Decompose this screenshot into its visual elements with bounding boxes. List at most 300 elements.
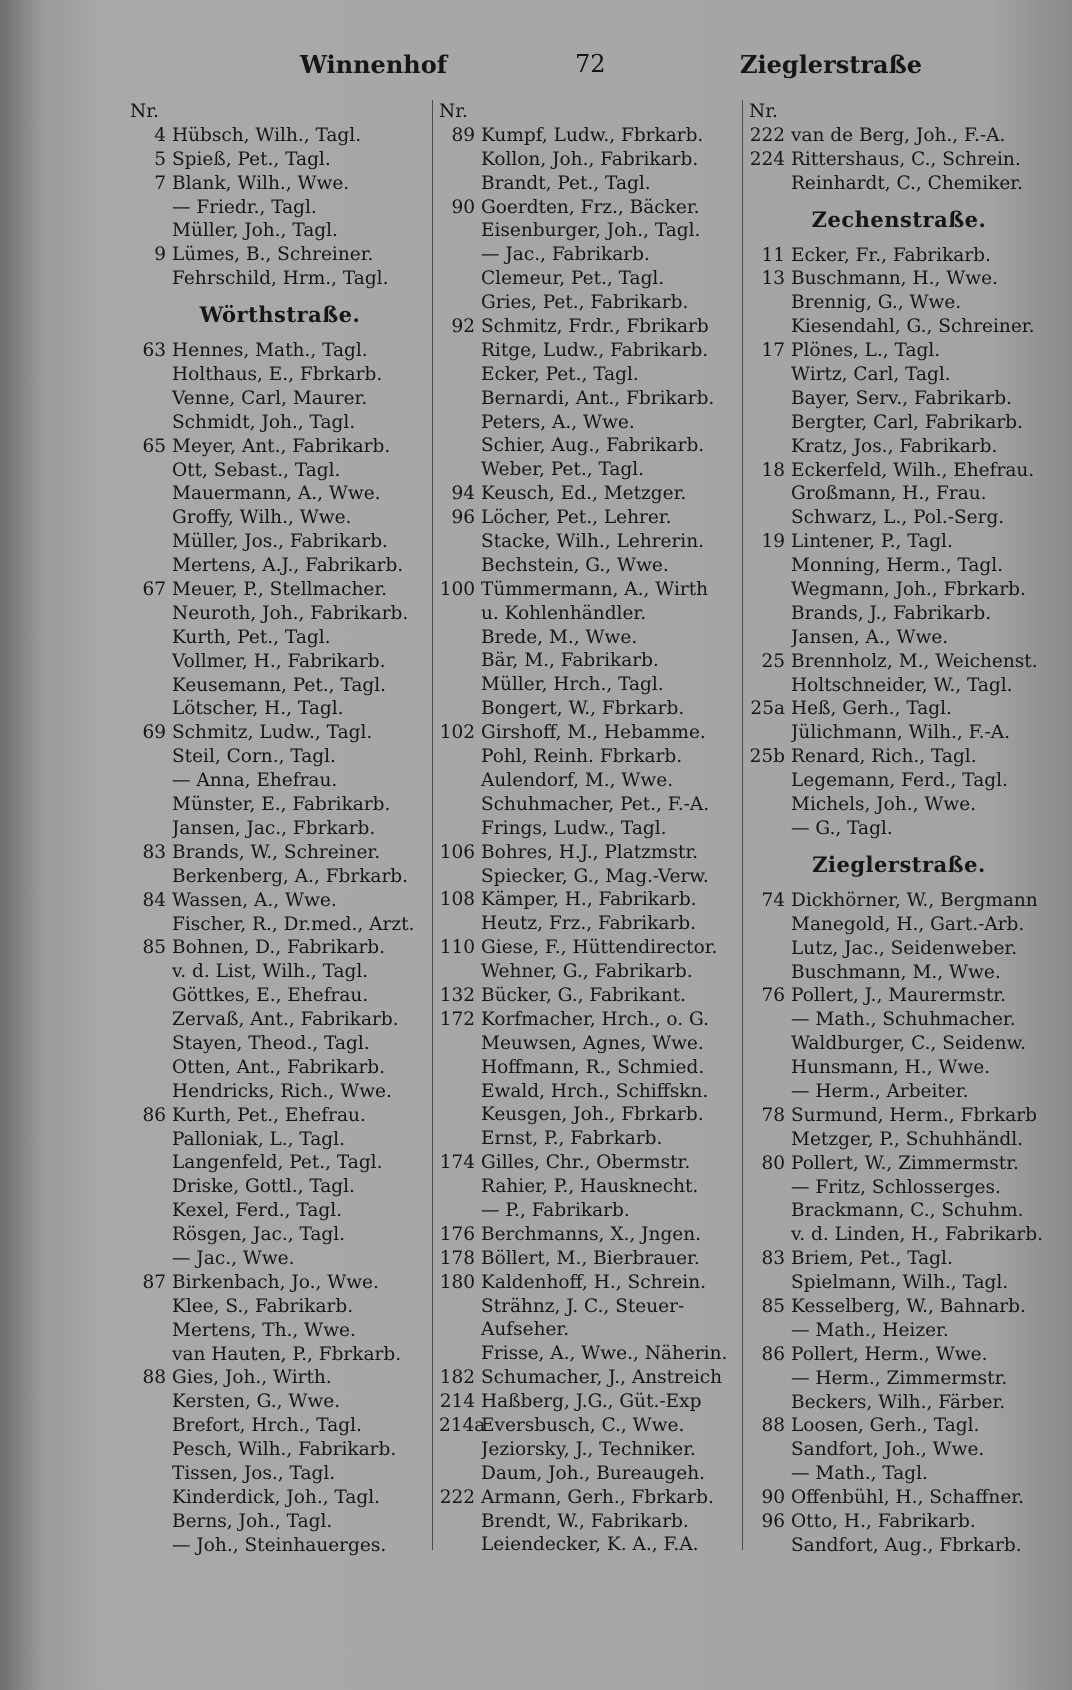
house-number: 85: [142, 937, 166, 959]
resident-entry: Rösgen, Jac., Tagl.: [172, 1224, 346, 1246]
resident-entry: Weber, Pet., Tagl.: [481, 459, 645, 481]
house-number: [130, 1151, 172, 1175]
house-number: [439, 1080, 481, 1104]
house-number: [749, 1534, 791, 1558]
resident-entry: Berchmanns, X., Jngen.: [481, 1223, 702, 1245]
house-number: [130, 1008, 172, 1032]
house-number: [130, 697, 172, 721]
directory-entry: [749, 1510, 1049, 1534]
resident-entry: Legemann, Ferd., Tagl.: [791, 770, 1008, 792]
house-number: [749, 435, 791, 459]
house-number: [130, 1295, 172, 1319]
directory-entry: [130, 435, 430, 459]
resident-entry: Kratz, Jos., Fabrikarb.: [791, 435, 998, 457]
resident-entry: — Math., Tagl.: [791, 1463, 928, 1485]
resident-entry: Kurth, Pet., Ehefrau.: [172, 1104, 366, 1126]
resident-entry: Meyer, Ant., Fabrikarb.: [172, 435, 391, 457]
house-number: [749, 482, 791, 506]
resident-entry: Steil, Corn., Tagl.: [172, 746, 336, 768]
directory-entry: [749, 1056, 1049, 1080]
resident-entry: Lutz, Jac., Seidenweber.: [791, 937, 1018, 959]
house-number: 19: [761, 531, 785, 553]
directory-entry: [130, 1438, 430, 1462]
directory-entry: [749, 1199, 1049, 1223]
directory-entry: [749, 961, 1049, 985]
resident-entry: Kersten, G., Wwe.: [172, 1391, 341, 1413]
directory-entry: [749, 124, 1049, 148]
resident-entry: Peters, A., Wwe.: [481, 411, 635, 433]
directory-entry: [130, 1486, 430, 1510]
header-right-street: Zieglerstraße: [740, 50, 923, 79]
house-number: 25b: [749, 746, 785, 768]
house-number: [439, 363, 481, 387]
directory-entry: [130, 387, 430, 411]
resident-entry: Gilles, Chr., Obermstr.: [481, 1152, 691, 1174]
directory-entry: [749, 745, 1049, 769]
resident-entry: — Friedr., Tagl.: [172, 196, 317, 218]
house-number: [439, 1438, 481, 1462]
resident-entry: Vollmer, H., Fabrikarb.: [172, 650, 386, 672]
resident-entry: u. Kohlenhändler.: [481, 602, 647, 624]
house-number: [749, 1319, 791, 1343]
house-number: [749, 1199, 791, 1223]
directory-entry: [130, 721, 430, 745]
directory-entry: [749, 602, 1049, 626]
directory-entry: [439, 1271, 744, 1295]
house-number: 106: [439, 841, 475, 863]
resident-entry: — P., Fabrikarb.: [481, 1199, 630, 1221]
resident-entry: Spiecker, G., Mag.-Verw.: [481, 865, 709, 887]
directory-entry: [439, 1151, 744, 1175]
house-number: [130, 1175, 172, 1199]
house-number: [749, 793, 791, 817]
resident-entry: v. d. List, Wilh., Tagl.: [172, 961, 369, 983]
nr-heading: Nr.: [749, 101, 778, 122]
resident-entry: Kiesendahl, G., Schreiner.: [791, 316, 1035, 338]
house-number: [130, 674, 172, 698]
house-number: [439, 530, 481, 554]
resident-entry: Stayen, Theod., Tagl.: [172, 1032, 370, 1054]
house-number: [130, 865, 172, 889]
house-number: 80: [761, 1152, 785, 1174]
house-number: [439, 793, 481, 817]
resident-entry: Kaldenhoff, H., Schrein.: [481, 1271, 706, 1293]
house-number: [130, 984, 172, 1008]
resident-entry: Heutz, Frz., Fabrikarb.: [481, 913, 697, 935]
directory-entry: [130, 1128, 430, 1152]
directory-entry: [749, 148, 1049, 172]
house-number: [439, 1056, 481, 1080]
directory-entry: [130, 1271, 430, 1295]
directory-entry: [749, 721, 1049, 745]
directory-entry: [439, 1199, 744, 1223]
resident-entry: Bongert, W., Fbrkarb.: [481, 698, 685, 720]
page-number: 72: [575, 50, 606, 78]
resident-entry: Pesch, Wilh., Fabrikarb.: [172, 1439, 397, 1461]
resident-entry: Ewald, Hrch., Schiffskn.: [481, 1080, 709, 1102]
resident-entry: Münster, E., Fabrikarb.: [172, 794, 391, 816]
resident-entry: Palloniak, L., Tagl.: [172, 1128, 345, 1150]
resident-entry: Pollert, W., Zimmermstr.: [791, 1152, 1019, 1174]
house-number: [749, 554, 791, 578]
resident-entry: Schmitz, Frdr., Fbrikarb: [481, 316, 709, 338]
house-number: [749, 506, 791, 530]
directory-entry: [130, 1390, 430, 1414]
house-number: [749, 363, 791, 387]
house-number: [439, 411, 481, 435]
directory-entry: [749, 1319, 1049, 1343]
house-number: 214: [439, 1391, 475, 1413]
directory-entry: [130, 697, 430, 721]
directory-entry: [749, 267, 1049, 291]
directory-entry: [749, 1032, 1049, 1056]
resident-entry: Ecker, Pet., Tagl.: [481, 363, 639, 385]
resident-entry: Schmitz, Ludw., Tagl.: [172, 722, 373, 744]
directory-entry: [439, 936, 744, 960]
house-number: [439, 291, 481, 315]
house-number: [439, 865, 481, 889]
directory-entry: [439, 387, 744, 411]
house-number: [439, 1175, 481, 1199]
house-number: [439, 1032, 481, 1056]
house-number: [439, 458, 481, 482]
resident-entry: Ritge, Ludw., Fabrikarb.: [481, 339, 709, 361]
house-number: [749, 961, 791, 985]
resident-entry: Mauermann, A., Wwe.: [172, 483, 381, 505]
resident-entry: Reinhardt, C., Chemiker.: [791, 172, 1023, 194]
resident-entry: Pollert, J., Maurermstr.: [791, 985, 1006, 1007]
resident-entry: Göttkes, E., Ehefrau.: [172, 985, 369, 1007]
house-number: [749, 172, 791, 196]
house-number: 96: [451, 507, 475, 529]
resident-entry: Pohl, Reinh. Fbrkarb.: [481, 746, 683, 768]
directory-entry: [439, 1103, 744, 1127]
house-number: [439, 745, 481, 769]
house-number: [749, 721, 791, 745]
resident-entry: Pollert, Herm., Wwe.: [791, 1343, 988, 1365]
resident-entry: Mertens, Th., Wwe.: [172, 1319, 356, 1341]
house-number: 102: [439, 722, 475, 744]
directory-entry: [749, 650, 1049, 674]
directory-entry: [130, 578, 430, 602]
house-number: 65: [142, 435, 166, 457]
directory-entry: [439, 1510, 744, 1534]
directory-entry: [749, 1486, 1049, 1510]
directory-entry: [130, 936, 430, 960]
house-number: 5: [154, 148, 166, 170]
directory-entry: [439, 1008, 744, 1032]
resident-entry: Löcher, Pet., Lehrer.: [481, 507, 672, 529]
directory-entry: [130, 745, 430, 769]
resident-entry: Blank, Wilh., Wwe.: [172, 172, 350, 194]
resident-entry: Kumpf, Ludw., Fbrkarb.: [481, 124, 704, 146]
resident-entry: Gies, Joh., Wirth.: [172, 1367, 332, 1389]
directory-entry: [130, 865, 430, 889]
house-number: [749, 1080, 791, 1104]
resident-entry: Hübsch, Wilh., Tagl.: [172, 124, 362, 146]
directory-entry: [439, 817, 744, 841]
resident-entry: Wassen, A., Wwe.: [172, 889, 337, 911]
directory-entry: [439, 841, 744, 865]
directory-entry: [439, 554, 744, 578]
house-number: [130, 1032, 172, 1056]
directory-entry: [749, 793, 1049, 817]
house-number: [439, 267, 481, 291]
directory-entry: [130, 1414, 430, 1438]
house-number: [749, 1008, 791, 1032]
house-number: [439, 673, 481, 697]
directory-entry: [749, 984, 1049, 1008]
house-number: 174: [439, 1152, 475, 1174]
directory-entry: [439, 506, 744, 530]
house-number: [439, 769, 481, 793]
directory-entry: [749, 530, 1049, 554]
directory-entry: [130, 1295, 430, 1319]
column-3: [742, 100, 1049, 1556]
house-number: 90: [451, 196, 475, 218]
resident-entry: Kinderdick, Joh., Tagl.: [172, 1486, 381, 1508]
house-number: 132: [439, 984, 475, 1006]
house-number: 88: [142, 1367, 166, 1389]
house-number: [439, 1103, 481, 1127]
house-number: [439, 243, 481, 267]
resident-entry: Bär, M., Fabrikarb.: [481, 650, 659, 672]
directory-entry: [130, 1175, 430, 1199]
house-number: 110: [439, 937, 475, 959]
resident-entry: Clemeur, Pet., Tagl.: [481, 268, 665, 290]
house-number: 176: [439, 1223, 475, 1245]
directory-entry: [130, 411, 430, 435]
directory-entry: [749, 506, 1049, 530]
directory-entry: [749, 339, 1049, 363]
house-number: 4: [154, 124, 166, 146]
house-number: [130, 196, 172, 220]
directory-entry: [130, 674, 430, 698]
directory-entry: [439, 196, 744, 220]
house-number: [439, 1318, 481, 1342]
resident-entry: Tissen, Jos., Tagl.: [172, 1462, 336, 1484]
resident-entry: Rittershaus, C., Schrein.: [791, 148, 1021, 170]
resident-entry: Keusch, Ed., Metzger.: [481, 483, 687, 505]
house-number: 13: [761, 268, 785, 290]
house-number: 25: [761, 650, 785, 672]
resident-entry: Goerdten, Frz., Bäcker.: [481, 196, 700, 218]
directory-entry: [749, 626, 1049, 650]
directory-entry: [439, 482, 744, 506]
house-number: 69: [142, 722, 166, 744]
resident-entry: Bechstein, G., Wwe.: [481, 554, 669, 576]
resident-entry: Gries, Pet., Fabrikarb.: [481, 292, 689, 314]
directory-entry: [439, 1127, 744, 1151]
directory-entry: [749, 817, 1049, 841]
house-number: [439, 1295, 481, 1319]
resident-entry: Bernardi, Ant., Fbrikarb.: [481, 387, 715, 409]
resident-entry: Brackmann, C., Schuhm.: [791, 1200, 1024, 1222]
directory-entry: [130, 459, 430, 483]
house-number: [130, 1534, 172, 1558]
directory-entry: [439, 1342, 744, 1366]
resident-entry: Driske, Gottl., Tagl.: [172, 1176, 355, 1198]
directory-entry: [439, 1390, 744, 1414]
directory-entry: [130, 219, 430, 243]
directory-entry: [439, 315, 744, 339]
directory-entry: [130, 1534, 430, 1558]
resident-entry: Müller, Hrch., Tagl.: [481, 674, 664, 696]
resident-entry: Beckers, Wilh., Färber.: [791, 1391, 1006, 1413]
house-number: [130, 817, 172, 841]
resident-entry: Bergter, Carl, Fabrikarb.: [791, 411, 1023, 433]
house-number: [130, 960, 172, 984]
directory-entry: [439, 172, 744, 196]
resident-entry: Ecker, Fr., Fabrikarb.: [791, 244, 991, 266]
house-number: 94: [451, 483, 475, 505]
house-number: [749, 1032, 791, 1056]
directory-entry: [439, 673, 744, 697]
resident-entry: Bohres, H.J., Platzmstr.: [481, 841, 699, 863]
resident-entry: Stacke, Wilh., Lehrerin.: [481, 531, 704, 553]
house-number: [130, 267, 172, 291]
house-number: [130, 1128, 172, 1152]
house-number: 63: [142, 340, 166, 362]
house-number: [439, 649, 481, 673]
street-heading: Zechenstraße.: [811, 206, 987, 232]
directory-entry: [749, 913, 1049, 937]
house-number: [130, 1462, 172, 1486]
directory-entry: [130, 1366, 430, 1390]
house-number: [439, 1533, 481, 1557]
resident-entry: Brennholz, M., Weichenst.: [791, 650, 1038, 672]
house-number: [439, 1510, 481, 1534]
house-number: [749, 578, 791, 602]
directory-entry: [439, 1175, 744, 1199]
directory-entry: [749, 578, 1049, 602]
resident-entry: Spieß, Pet., Tagl.: [172, 148, 331, 170]
resident-entry: Meuwsen, Agnes, Wwe.: [481, 1032, 704, 1054]
house-number: [439, 339, 481, 363]
resident-entry: Großmann, H., Frau.: [791, 483, 987, 505]
directory-entry: [439, 434, 744, 458]
directory-entry: [130, 817, 430, 841]
directory-entry: [130, 243, 430, 267]
house-number: [130, 459, 172, 483]
directory-entry: [439, 458, 744, 482]
house-number: [749, 1438, 791, 1462]
house-number: [130, 1080, 172, 1104]
house-number: [439, 219, 481, 243]
directory-entry: [749, 1391, 1049, 1415]
directory-entry: [130, 172, 430, 196]
directory-entry: [130, 124, 430, 148]
directory-entry: [439, 912, 744, 936]
directory-entry: [439, 219, 744, 243]
resident-entry: Frisse, A., Wwe., Näherin.: [481, 1343, 728, 1365]
house-number: [439, 434, 481, 458]
directory-entry: [439, 124, 744, 148]
resident-entry: Neuroth, Joh., Fabrikarb.: [172, 602, 409, 624]
resident-entry: Langenfeld, Pet., Tagl.: [172, 1152, 383, 1174]
resident-entry: Kämper, H., Fabrikarb.: [481, 889, 697, 911]
resident-entry: Lötscher, H., Tagl.: [172, 698, 344, 720]
resident-entry: Müller, Joh., Tagl.: [172, 220, 338, 242]
directory-entry: [130, 554, 430, 578]
directory-entry: [439, 984, 744, 1008]
directory-entry: [749, 1128, 1049, 1152]
directory-entry: [749, 244, 1049, 268]
directory-entry: [130, 913, 430, 937]
nr-heading: Nr.: [439, 101, 468, 122]
directory-entry: [130, 1032, 430, 1056]
resident-entry: van Hauten, P., Fbrkarb.: [172, 1343, 402, 1365]
directory-entry: [130, 1343, 430, 1367]
directory-entry: [749, 1104, 1049, 1128]
directory-entry: [439, 745, 744, 769]
directory-entry: [130, 1080, 430, 1104]
directory-entry: [130, 196, 430, 220]
resident-entry: Girshoff, M., Hebamme.: [481, 722, 706, 744]
house-number: [439, 912, 481, 936]
directory-entry: [130, 602, 430, 626]
house-number: [130, 769, 172, 793]
house-number: [130, 1343, 172, 1367]
resident-entry: Klee, S., Fabrikarb.: [172, 1295, 354, 1317]
resident-entry: Eckerfeld, Wilh., Ehefrau.: [791, 459, 1035, 481]
directory-entry: [439, 1462, 744, 1486]
house-number: [439, 1462, 481, 1486]
resident-entry: Armann, Gerh., Fbrkarb.: [481, 1486, 714, 1508]
house-number: 25a: [750, 698, 785, 720]
resident-entry: Metzger, P., Schuhhändl.: [791, 1128, 1024, 1150]
resident-entry: Schuhmacher, Pet., F.-A.: [481, 793, 710, 815]
resident-entry: Briem, Pet., Tagl.: [791, 1248, 953, 1270]
directory-entry: [130, 1462, 430, 1486]
house-number: [130, 1390, 172, 1414]
directory-entry: [749, 1367, 1049, 1391]
directory-entry: [439, 1032, 744, 1056]
directory-entry: [749, 554, 1049, 578]
directory-entry: [439, 1223, 744, 1247]
directory-entry: [130, 148, 430, 172]
directory-entry: [749, 1080, 1049, 1104]
resident-entry: Mertens, A.J., Fabrikarb.: [172, 555, 404, 577]
house-number: 100: [439, 578, 475, 600]
resident-entry: Jansen, Jac., Fbrkarb.: [172, 817, 376, 839]
house-number: [439, 602, 481, 626]
resident-entry: — Herm., Arbeiter.: [791, 1080, 969, 1102]
house-number: [439, 1342, 481, 1366]
resident-entry: Sandfort, Aug., Fbrkarb.: [791, 1534, 1022, 1556]
resident-entry: — Jac., Wwe.: [172, 1247, 295, 1269]
resident-entry: Hennes, Math., Tagl.: [172, 340, 368, 362]
resident-entry: — Math., Heizer.: [791, 1319, 949, 1341]
house-number: [439, 387, 481, 411]
house-number: [439, 172, 481, 196]
resident-entry: Ott, Sebast., Tagl.: [172, 459, 341, 481]
house-number: 87: [142, 1271, 166, 1293]
directory-entry: [749, 889, 1049, 913]
directory-entry: [749, 1152, 1049, 1176]
directory-entry: [749, 1223, 1049, 1247]
directory-entry: [749, 1176, 1049, 1200]
directory-entry: [439, 411, 744, 435]
resident-entry: Böllert, M., Bierbrauer.: [481, 1247, 700, 1269]
house-number: [130, 530, 172, 554]
directory-entry: [439, 363, 744, 387]
house-number: 182: [439, 1367, 475, 1389]
resident-entry: van de Berg, Joh., F.-A.: [791, 124, 1006, 146]
resident-entry: Hoffmann, R., Schmied.: [481, 1056, 705, 1078]
resident-entry: Kurth, Pet., Tagl.: [172, 626, 331, 648]
house-number: [130, 1056, 172, 1080]
